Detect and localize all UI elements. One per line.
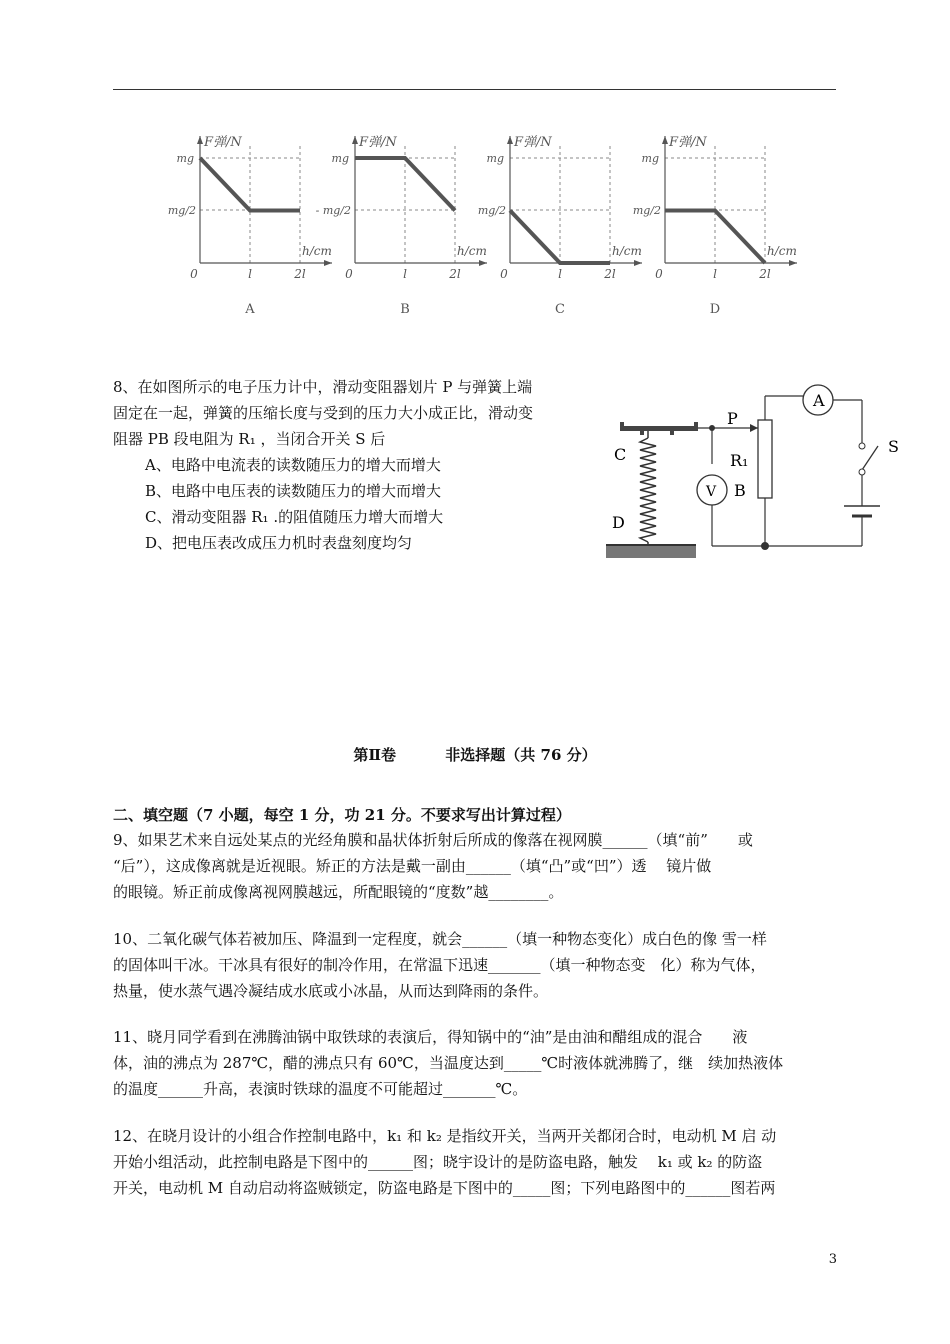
- pressure-gauge-circuit: [600, 378, 910, 568]
- q8-line1: 8、在如图所示的电子压力计中，滑动变阻器划片 P 与弹簧上端: [113, 378, 533, 396]
- tick-label-mg-half: mg/2: [477, 204, 506, 217]
- question-8: [113, 374, 533, 556]
- x-axis-title: h/cm: [457, 244, 487, 258]
- graph-option-label: B: [400, 302, 410, 317]
- q10-line1: 10、二氧化碳气体若被加压、降温到一定程度，就会______（填一种物态变化）成白色的像 雪一样: [113, 930, 767, 948]
- section-2-heading: 二、填空题（7 小题，每空 1 分，功 21 分。不要求写出计算过程）: [113, 806, 571, 824]
- label-s: S: [888, 437, 899, 456]
- tick-label-2l: 2l: [759, 267, 771, 281]
- y-axis-title: F弹/N: [669, 135, 707, 150]
- x-axis-title: h/cm: [767, 244, 797, 258]
- label-d: D: [612, 513, 625, 532]
- part-2-title: [0, 744, 950, 765]
- question-10: [113, 926, 837, 1004]
- q11-line2: 体，油的沸点为 287℃，醋的沸点只有 60℃，当温度达到_____℃时液体就沸腾了，继 续加热液体: [113, 1054, 784, 1072]
- tick-label-0: 0: [190, 267, 198, 281]
- y-axis-title: F弹/N: [204, 135, 242, 150]
- part-2-subtitle: 非选择题（共 76 分）: [445, 746, 597, 764]
- question-11: [113, 1024, 837, 1102]
- q12-line1: 12、在晓月设计的小组合作控制电路中，k₁ 和 k₂ 是指纹开关，当两开关都闭合时，电动机 M 启 动: [113, 1127, 777, 1145]
- q10-line2: 的固体叫干冰。干冰具有很好的制冷作用，在常温下迅速_______（填一种物态变 化）称为气体，: [113, 956, 766, 974]
- part-2-label: 第Ⅱ卷: [353, 746, 397, 764]
- graph-option-label: C: [555, 302, 565, 317]
- y-axis-title: F弹/N: [359, 135, 397, 150]
- tick-label-0: 0: [655, 267, 663, 281]
- tick-label-l: l: [558, 267, 562, 281]
- rheostat-r1: [758, 420, 772, 498]
- graph-option-label: A: [245, 302, 255, 317]
- x-axis-title: h/cm: [612, 244, 642, 258]
- q8-line2: 固定在一起，弹簧的压缩长度与受到的压力大小成正比，滑动变: [113, 404, 534, 422]
- tick-label-2l: 2l: [449, 267, 461, 281]
- q10-line3: 热量，使水蒸气遇冷凝结成水底或小冰晶，从而达到降雨的条件。: [113, 982, 549, 1000]
- tick-label-mg: mg: [486, 152, 504, 165]
- tick-label-mg: mg: [331, 152, 349, 165]
- tick-label-l: l: [403, 267, 407, 281]
- tick-label-2l: 2l: [294, 267, 306, 281]
- label-a: A: [813, 391, 825, 410]
- q11-line1: 11、晓月同学看到在沸腾油锅中取铁球的表演后，得知锅中的“油”是由油和醋组成的混合 液: [113, 1028, 748, 1046]
- platform-plate: [620, 426, 698, 431]
- q9-line3: 的眼镜。矫正前成像离视网膜越远，所配眼镜的“度数”越________。: [113, 883, 564, 901]
- question-12: [113, 1123, 837, 1201]
- spring: [640, 438, 656, 542]
- q11-line3: 的温度______升高，表演时铁球的温度不可能超过_______℃。: [113, 1080, 528, 1098]
- q8-option-b: B、电路中电压表的读数随压力的增大而增大: [145, 482, 442, 500]
- q8-option-d: D、把电压表改成压力机时表盘刻度均匀: [145, 534, 413, 552]
- q12-line3: 开关，电动机 M 自动启动将盗贼锁定，防盗电路是下图中的_____图；下列电路图中的______图若两: [113, 1179, 776, 1197]
- tick-label-mg-half: mg/2: [167, 204, 196, 217]
- force-height-graphs: [150, 118, 830, 328]
- tick-label-mg: mg: [176, 152, 194, 165]
- question-9: [113, 827, 837, 905]
- switch-s: [862, 446, 878, 470]
- label-r1: R₁: [730, 451, 749, 470]
- base-plate: [606, 544, 696, 558]
- x-axis-title: h/cm: [302, 244, 332, 258]
- label-b: B: [734, 481, 746, 500]
- label-c: C: [614, 445, 627, 464]
- tick-label-mg-half: mg/2: [632, 204, 661, 217]
- tick-label-0: 0: [500, 267, 508, 281]
- label-p: P: [727, 409, 738, 428]
- y-axis-title: F弹/N: [514, 135, 552, 150]
- tick-label-l: l: [713, 267, 717, 281]
- page-number: 3: [828, 1252, 837, 1267]
- tick-label-mg-half: - mg/2: [315, 204, 351, 217]
- tick-label-2l: 2l: [604, 267, 616, 281]
- q9-line2: “后”），这成像离就是近视眼。矫正的方法是戴一副由______（填“凸”或“凹”）透 镜片做: [113, 857, 712, 875]
- q8-line3: 阻器 PB 段电阻为 R₁ ，当闭合开关 S 后: [113, 430, 386, 448]
- tick-label-mg: mg: [641, 152, 659, 165]
- q12-line2: 开始小组活动，此控制电路是下图中的______图；晓宇设计的是防盗电路，触发 k₁ 或 k₂ 的防盗: [113, 1153, 763, 1171]
- tick-label-0: 0: [345, 267, 353, 281]
- q9-line1: 9、如果艺术来自远处某点的光经角膜和晶状体折射后所成的像落在视网膜______（填“前” 或: [113, 831, 753, 849]
- header-rule: [113, 89, 836, 90]
- slider-arrow: [750, 424, 758, 432]
- tick-label-l: l: [248, 267, 252, 281]
- q8-option-a: A、电路中电流表的读数随压力的增大而增大: [145, 456, 441, 474]
- graph-option-label: D: [709, 302, 721, 317]
- label-v: V: [706, 484, 717, 500]
- q8-option-c: C、滑动变阻器 R₁ .的阻值随压力增大而增大: [145, 508, 444, 526]
- graphs-svg: [150, 118, 830, 328]
